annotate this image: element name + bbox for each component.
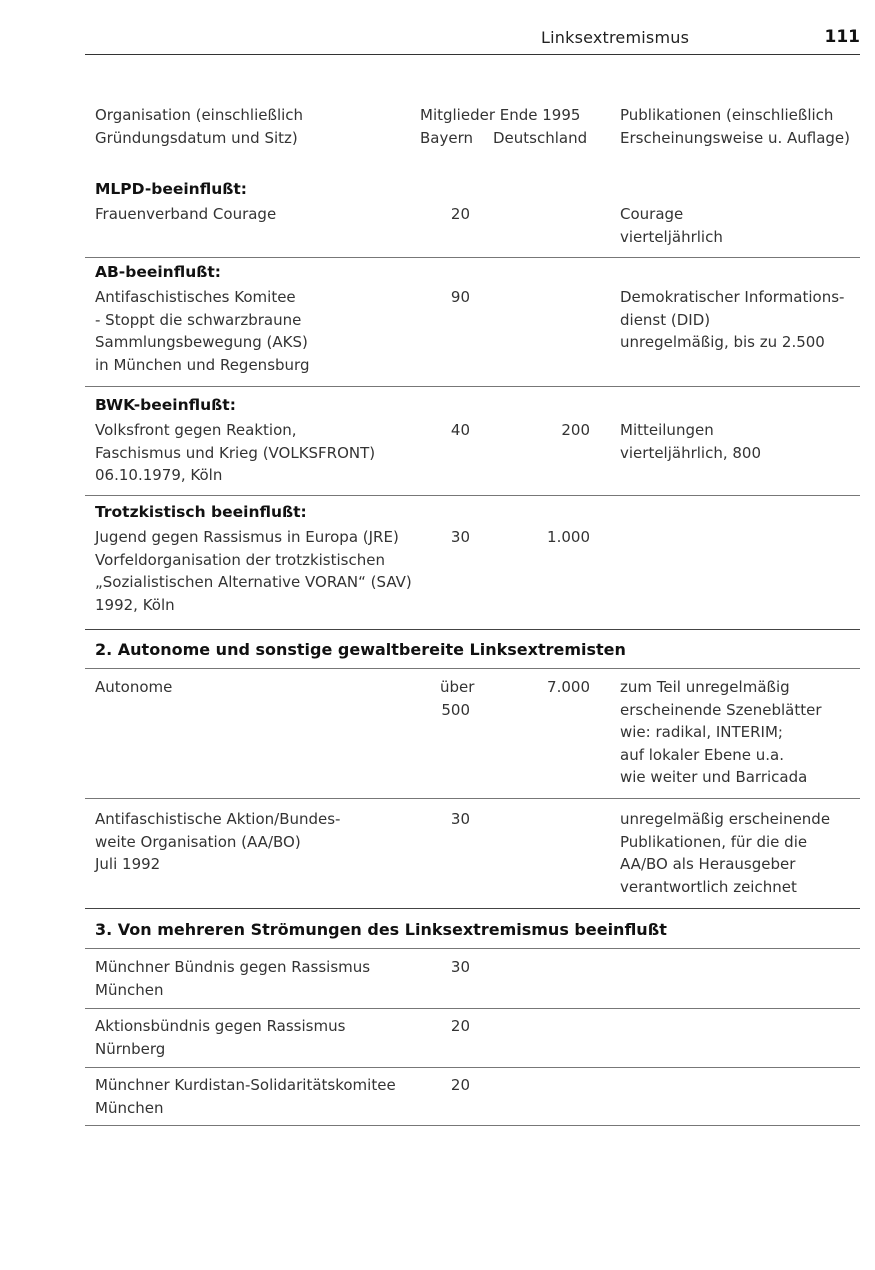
table-row-autonome bbox=[85, 676, 860, 796]
column-header-organisation: Organisation (einschließlich Gründungsdatum und Sitz) bbox=[95, 106, 304, 147]
publication-cell: Demokratischer Informations- dienst (DID) unregelmäßig, bis zu 2.500 bbox=[620, 288, 845, 351]
row-divider bbox=[85, 386, 860, 387]
group-heading: BWK-beeinflußt: bbox=[95, 396, 236, 414]
bayern-cell: 30 bbox=[450, 958, 470, 976]
page-header bbox=[85, 28, 860, 55]
section-title: 3. Von mehreren Strömungen des Linksextremismus beeinflußt bbox=[95, 920, 667, 939]
bayern-cell: 40 bbox=[450, 421, 470, 439]
bayern-cell: über 500 bbox=[440, 678, 475, 719]
table-row-kurdistan-komitee bbox=[85, 1074, 860, 1122]
group-mlpd bbox=[85, 180, 860, 250]
deutschland-cell: 7.000 bbox=[547, 678, 590, 696]
column-header-bayern: Bayern bbox=[420, 128, 473, 147]
column-header-publications: Publikationen (einschließlich Erscheinungsweise u. Auflage) bbox=[620, 106, 850, 147]
group-bwk bbox=[85, 396, 860, 491]
row-divider bbox=[85, 257, 860, 258]
column-header-deutschland: Deutschland bbox=[493, 128, 588, 147]
row-divider bbox=[85, 495, 860, 496]
org-cell: Antifaschistisches Komitee - Stoppt die schwarzbraune Sammlungsbewegung (AKS) in München und Regensburg bbox=[95, 288, 310, 374]
row-divider bbox=[85, 668, 860, 669]
deutschland-cell: 1.000 bbox=[547, 528, 590, 546]
bayern-cell: 20 bbox=[450, 1017, 470, 1035]
org-cell: Jugend gegen Rassismus in Europa (JRE) Vorfeldorganisation der trotzkistischen „Sozialistischen Alternative VORAN“ (SAV) 1992, Köln bbox=[95, 528, 412, 614]
group-trotzkistisch bbox=[85, 503, 860, 621]
column-header-members: Mitglieder Ende 1995 bbox=[420, 106, 581, 124]
org-cell: Münchner Bündnis gegen Rassismus München bbox=[95, 958, 371, 999]
page-number: 111 bbox=[824, 27, 860, 47]
bayern-cell: 20 bbox=[450, 1076, 470, 1094]
table-row-buendnis-muenchen bbox=[85, 956, 860, 1004]
group-heading: AB-beeinflußt: bbox=[95, 263, 221, 281]
group-ab bbox=[85, 263, 860, 381]
bayern-cell: 90 bbox=[450, 288, 470, 306]
bayern-cell: 30 bbox=[450, 810, 470, 828]
org-cell: Münchner Kurdistan-Solidaritätskomitee München bbox=[95, 1076, 396, 1117]
row-divider bbox=[85, 948, 860, 949]
section-3-heading bbox=[85, 920, 860, 944]
org-cell: Frauenverband Courage bbox=[95, 205, 277, 223]
publication-cell: unregelmäßig erscheinende Publikationen, für die die AA/BO als Herausgeber verantwortlich zeichnet bbox=[620, 810, 831, 896]
row-divider bbox=[85, 629, 860, 630]
section-title: 2. Autonome und sonstige gewaltbereite Linksextremisten bbox=[95, 640, 626, 659]
table-row-aabo bbox=[85, 808, 860, 903]
row-divider bbox=[85, 1008, 860, 1009]
deutschland-cell: 200 bbox=[561, 421, 590, 439]
publication-cell: zum Teil unregelmäßig erscheinende Szeneblätter wie: radikal, INTERIM; auf lokaler Ebene u.a. wie weiter und Barricada bbox=[620, 678, 822, 786]
publication-cell: Courage vierteljährlich bbox=[620, 205, 723, 246]
row-divider bbox=[85, 1125, 860, 1126]
org-cell: Autonome bbox=[95, 678, 173, 696]
table-column-headers bbox=[85, 104, 860, 154]
publication-cell: Mitteilungen vierteljährlich, 800 bbox=[620, 421, 762, 462]
org-cell: Volksfront gegen Reaktion, Faschismus und Krieg (VOLKSFRONT) 06.10.1979, Köln bbox=[95, 421, 376, 484]
group-heading: Trotzkistisch beeinflußt: bbox=[95, 503, 307, 521]
row-divider bbox=[85, 908, 860, 909]
org-cell: Aktionsbündnis gegen Rassismus Nürnberg bbox=[95, 1017, 346, 1058]
row-divider bbox=[85, 798, 860, 799]
bayern-cell: 20 bbox=[450, 205, 470, 223]
org-cell: Antifaschistische Aktion/Bundes- weite Organisation (AA/BO) Juli 1992 bbox=[95, 810, 341, 873]
section-2-heading bbox=[85, 640, 860, 664]
table-row-aktionsbuendnis-nuernberg bbox=[85, 1015, 860, 1063]
row-divider bbox=[85, 1067, 860, 1068]
bayern-cell: 30 bbox=[450, 528, 470, 546]
group-heading: MLPD-beeinflußt: bbox=[95, 180, 247, 198]
header-title: Linksextremismus bbox=[541, 28, 690, 47]
